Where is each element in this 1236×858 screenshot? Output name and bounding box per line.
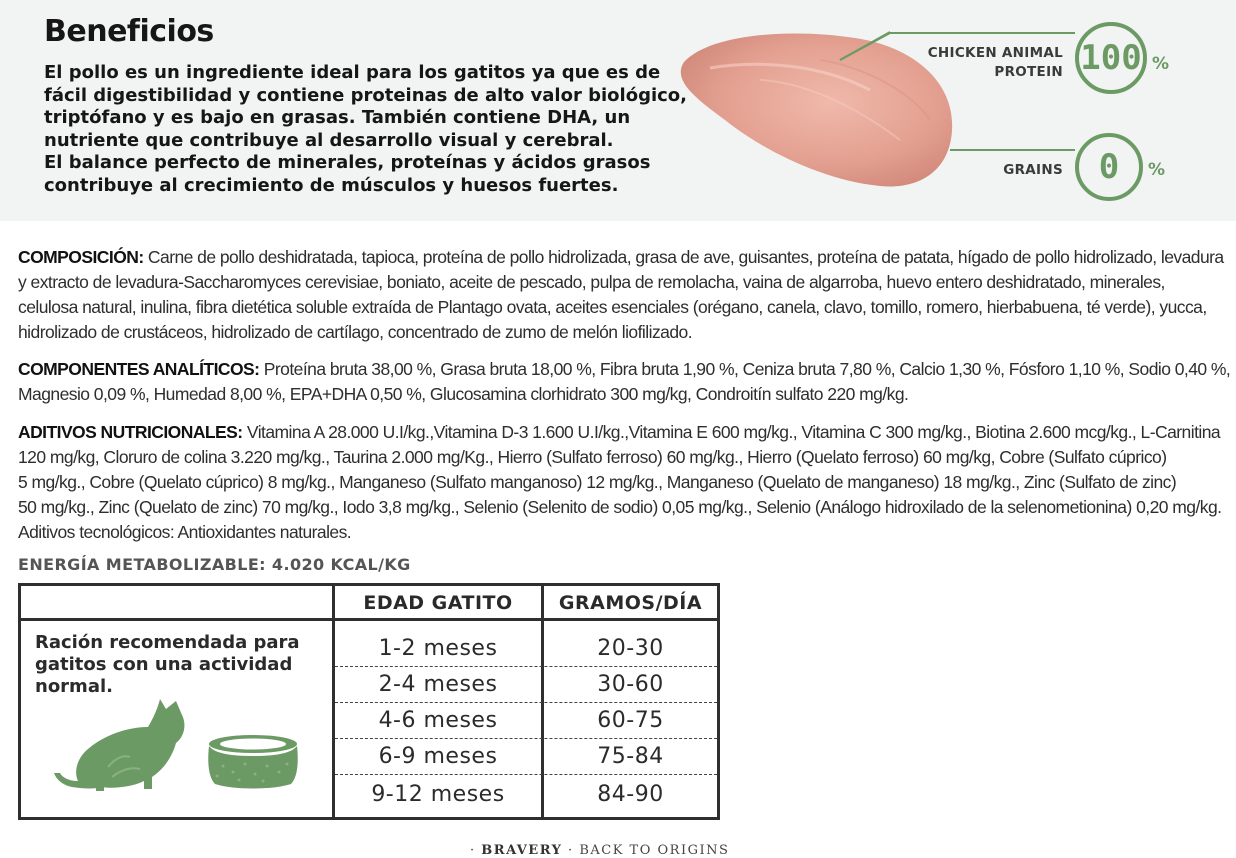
food-bowl-icon [203,734,303,789]
chicken-protein-circle [1075,22,1147,94]
composition-section [18,245,1230,345]
age-cell: 1-2 meses [378,635,498,661]
additives-line [18,420,1230,445]
benefits-line: triptófano y es bajo en grasas. También contiene DHA, un [44,107,631,129]
additives-line: 50 mg/kg., Zinc (Quelato de zinc) 70 mg/kg., Iodo 3,8 mg/kg., Selenio (Selenito de sodio) 0,05 mg/kg., Selenio (Análogo hidroxilado de la selenometionina) 0,20 mg/kg. [18,497,1222,517]
header-grams: GRAMOS/DÍA [558,592,703,614]
benefits-line: fácil digestibilidad y contiene proteinas de alto valor biológico, [44,84,687,106]
composition-label: COMPOSICIÓN: [18,247,144,267]
metric-label-line: PROTEIN [994,64,1063,80]
additives-line: Aditivos tecnológicos: Antioxidantes naturales. [18,522,352,542]
benefits-line: El pollo es un ingrediente ideal para los gatitos ya que es de [44,62,661,83]
metric-unit: % [1148,160,1166,180]
grams-cell: 60-75 [597,707,664,733]
ration-note-line: normal. [35,676,113,697]
composition-line [18,245,1230,270]
benefits-line: El balance perfecto de minerales, proteínas y ácidos grasos [44,152,651,174]
metric-unit: % [1152,54,1170,74]
analytical-section [18,357,1230,407]
footer-separator: · [568,843,574,858]
composition-line: celulosa natural, inulina, fibra dietética soluble extraída de Plantago ovata, aceites esenciales (orégano, canela, clavo, tomillo, romero, hierbabuena, té verde), yucca, [18,297,1207,317]
metric-value: 100 [1080,38,1142,78]
analytical-line: Magnesio 0,09 %, Humedad 8,00 %, EPA+DHA 0,50 %, Glucosamina clorhidrato 300 mg/kg, Condroitín sulfato 220 mg/kg. [18,384,909,404]
benefits-line: nutriente que contribuye al desarrollo visual y cerebral. [44,129,614,151]
metric-value: 0 [1098,147,1120,187]
age-cell: 4-6 meses [378,707,498,733]
composition-line: hidrolizado de crustáceos, hidrolizado de cartílago, concentrado de zumo de melón liofilizado. [18,322,693,342]
grams-cell: 75-84 [597,743,664,769]
additives-text: Vitamina A 28.000 U.I/kg.,Vitamina D-3 1.600 U.I/kg.,Vitamina E 600 mg/kg., Vitamina C 300 mg/kg., Biotina 2.600 mcg/kg., L-Carnitina [242,422,1221,442]
header-age: EDAD GATITO [363,592,513,614]
age-cell: 9-12 meses [371,781,505,807]
analytical-line [18,357,1230,382]
benefits-line: contribuye al crecimiento de músculos y huesos fuertes. [44,174,619,196]
additives-line: 5 mg/kg., Cobre (Quelato cúprico) 8 mg/kg., Manganeso (Sulfato manganoso) 12 mg/kg., Manganeso (Quelato de manganeso) 18 mg/kg., Zinc (Sulfato de zinc) [18,472,1177,492]
additives-section [18,420,1230,545]
age-cell: 6-9 meses [378,743,498,769]
chicken-protein-label [905,44,1063,82]
table-header-divider [332,618,717,621]
ration-note-line: gatitos con una actividad [35,654,293,675]
additives-line: 120 mg/kg, Cloruro de colina 3.220 mg/kg., Taurina 2.000 mg/Kg., Hierro (Sulfato ferroso) 60 mg/kg., Hierro (Quelato ferroso) 60 mg/kg, Cobre (Sulfato cúprico) [18,447,1167,467]
footer-tagline: BACK TO ORIGINS [579,843,730,858]
benefits-title: Beneficios [44,14,214,49]
metric-connector-lines [0,0,1236,221]
grams-cell: 30-60 [597,671,664,697]
ration-note-line: Ración recomendada para [35,632,300,653]
analytical-text: Proteína bruta 38,00 %, Grasa bruta 18,00 %, Fibra bruta 1,90 %, Ceniza bruta 7,80 %, Calcio 1,30 %, Fósforo 1,10 %, Sodio 0,40 %, [259,359,1231,379]
age-cell: 2-4 meses [378,671,498,697]
metric-label-line: CHICKEN ANIMAL [927,45,1063,61]
ration-note [35,632,335,698]
table-divider [21,618,333,621]
cat-icon [52,697,192,792]
analytical-label: COMPONENTES ANALÍTICOS: [18,359,260,379]
row-divider [335,774,717,775]
grains-circle [1075,133,1143,201]
brand-footer [470,843,729,858]
footer-separator: · [470,843,476,858]
footer-brand: BRAVERY [481,843,563,858]
benefits-banner [0,0,1236,221]
additives-label: ADITIVOS NUTRICIONALES: [18,422,243,442]
composition-line: y extracto de levadura-Saccharomyces cerevisiae, boniato, aceite de pescado, pulpa de remolacha, vaina de algarroba, huevo entero deshidratado, minerales, [18,272,1165,292]
metric-label-line: GRAINS [1003,162,1063,178]
composition-text: Carne de pollo deshidratada, tapioca, proteína de pollo hidrolizada, grasa de ave, guisantes, proteína de patata, hígado de pollo hidrolizado, levadura [143,247,1224,267]
metabolizable-energy: ENERGÍA METABOLIZABLE: 4.020 KCAL/KG [18,555,411,574]
grams-cell: 84-90 [597,781,664,807]
grams-cell: 20-30 [597,635,664,661]
grains-label [905,161,1063,180]
